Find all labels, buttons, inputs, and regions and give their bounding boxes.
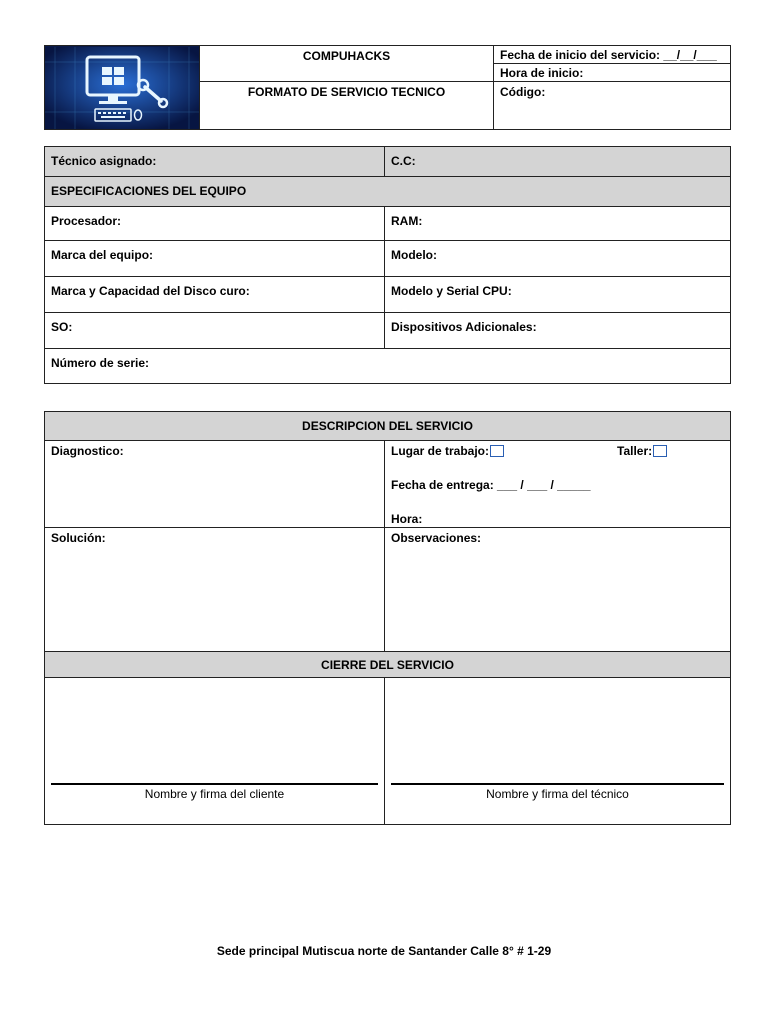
code-label: Código: bbox=[494, 82, 731, 130]
delivery-day-blank: ___ bbox=[497, 478, 518, 492]
start-date-label: Fecha de inicio del servicio: bbox=[500, 47, 661, 62]
delivery-month-blank: ___ bbox=[527, 478, 548, 492]
equipment-section-title: ESPECIFICACIONES DEL EQUIPO bbox=[45, 177, 731, 207]
client-signature-line bbox=[51, 783, 378, 785]
service-section-title: DESCRIPCION DEL SERVICIO bbox=[45, 412, 731, 441]
devices-label: Dispositivos Adicionales: bbox=[385, 313, 731, 349]
technician-signature-label: Nombre y firma del técnico bbox=[486, 787, 629, 801]
delivery-label: Fecha de entrega: bbox=[391, 478, 494, 492]
serial-label: Número de serie: bbox=[45, 349, 731, 384]
technician-label: Técnico asignado: bbox=[45, 147, 385, 177]
service-table bbox=[44, 411, 731, 825]
cpu-label: Modelo y Serial CPU: bbox=[385, 277, 731, 313]
processor-label: Procesador: bbox=[45, 207, 385, 241]
start-time-label: Hora de inicio: bbox=[494, 64, 731, 82]
start-date-field bbox=[494, 46, 731, 64]
solution-label: Solución: bbox=[45, 528, 385, 652]
equipment-table bbox=[44, 146, 731, 384]
observations-label: Observaciones: bbox=[385, 528, 731, 652]
disk-label: Marca y Capacidad del Disco curo: bbox=[45, 277, 385, 313]
closing-section-title: CIERRE DEL SERVICIO bbox=[45, 652, 731, 678]
technician-signature-cell bbox=[385, 678, 731, 825]
client-signature-label: Nombre y firma del cliente bbox=[144, 787, 285, 801]
delivery-separator: / bbox=[520, 478, 524, 492]
brand-label: Marca del equipo: bbox=[45, 241, 385, 277]
work-location-cell bbox=[385, 441, 731, 528]
delivery-year-blank: _____ bbox=[557, 478, 591, 492]
delivery-date-row bbox=[391, 478, 724, 498]
diagnostic-label: Diagnostico: bbox=[45, 441, 385, 528]
computer-repair-icon bbox=[45, 47, 199, 129]
header-table bbox=[44, 45, 731, 130]
workshop-label: Taller: bbox=[617, 444, 653, 458]
workplace-checkbox[interactable] bbox=[490, 445, 504, 457]
delivery-separator: / bbox=[550, 478, 554, 492]
technician-signature-line bbox=[391, 783, 724, 785]
cc-label: C.C: bbox=[385, 147, 731, 177]
ram-label: RAM: bbox=[385, 207, 731, 241]
workshop-checkbox[interactable] bbox=[653, 445, 667, 457]
company-name: COMPUHACKS bbox=[200, 46, 494, 82]
client-signature-cell bbox=[45, 678, 385, 825]
logo bbox=[45, 46, 200, 130]
time-label: Hora: bbox=[391, 512, 423, 526]
form-title: FORMATO DE SERVICIO TECNICO bbox=[200, 82, 494, 130]
os-label: SO: bbox=[45, 313, 385, 349]
start-date-blank: __/__/___ bbox=[663, 47, 717, 62]
workplace-label: Lugar de trabajo: bbox=[391, 444, 490, 458]
footer-address: Sede principal Mutiscua norte de Santander Calle 8° # 1-29 bbox=[216, 944, 552, 958]
model-label: Modelo: bbox=[385, 241, 731, 277]
